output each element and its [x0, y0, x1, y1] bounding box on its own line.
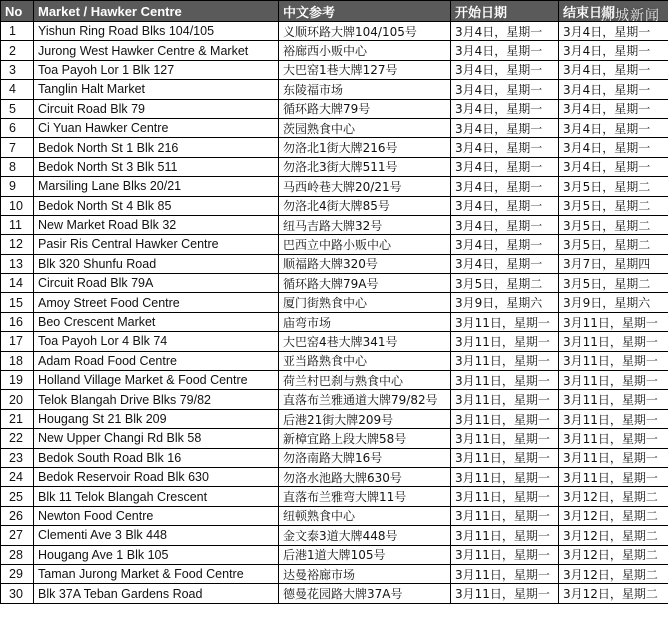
cell-market-name: Taman Jurong Market & Food Centre [34, 564, 279, 583]
cell-no: 13 [1, 254, 34, 273]
cell-chinese-name: 循环路大牌79A号 [279, 274, 451, 293]
cell-market-name: Marsiling Lane Blks 20/21 [34, 177, 279, 196]
table-row [1, 41, 668, 60]
cell-end-date: 3月5日，星期二 [559, 215, 668, 234]
header-no: No [1, 1, 34, 22]
cell-no: 22 [1, 429, 34, 448]
table-row [1, 487, 668, 506]
cell-no: 12 [1, 235, 34, 254]
cell-end-date: 3月7日，星期四 [559, 254, 668, 273]
table-row [1, 138, 668, 157]
cell-chinese-name: 后港1道大牌105号 [279, 545, 451, 564]
cell-chinese-name: 大巴窑1巷大牌127号 [279, 60, 451, 79]
cell-start-date: 3月11日，星期一 [451, 467, 559, 486]
cell-no: 10 [1, 196, 34, 215]
cell-start-date: 3月9日，星期六 [451, 293, 559, 312]
cell-no: 28 [1, 545, 34, 564]
cell-start-date: 3月4日，星期一 [451, 138, 559, 157]
cell-market-name: Clementi Ave 3 Blk 448 [34, 526, 279, 545]
cell-end-date: 3月12日，星期二 [559, 564, 668, 583]
cell-chinese-name: 后港21街大牌209号 [279, 409, 451, 428]
table-row [1, 118, 668, 137]
cell-no: 20 [1, 390, 34, 409]
cell-market-name: Bedok Reservoir Road Blk 630 [34, 467, 279, 486]
cell-end-date: 3月4日，星期一 [559, 22, 668, 41]
cell-no: 8 [1, 157, 34, 176]
table-row [1, 60, 668, 79]
table-row [1, 157, 668, 176]
cell-start-date: 3月4日，星期一 [451, 99, 559, 118]
table-row [1, 371, 668, 390]
cell-chinese-name: 巴西立中路小贩中心 [279, 235, 451, 254]
cell-end-date: 3月4日，星期一 [559, 138, 668, 157]
cell-no: 14 [1, 274, 34, 293]
table-row [1, 506, 668, 525]
cell-no: 15 [1, 293, 34, 312]
cell-start-date: 3月4日，星期一 [451, 22, 559, 41]
cell-chinese-name: 循环路大牌79号 [279, 99, 451, 118]
cell-chinese-name: 勿洛水池路大牌630号 [279, 467, 451, 486]
cell-no: 9 [1, 177, 34, 196]
cell-market-name: Telok Blangah Drive Blks 79/82 [34, 390, 279, 409]
header-end-date: 结束日期 [559, 1, 668, 22]
cell-market-name: Circuit Road Blk 79 [34, 99, 279, 118]
cell-start-date: 3月4日，星期一 [451, 254, 559, 273]
cell-chinese-name: 东陵福市场 [279, 80, 451, 99]
cell-end-date: 3月5日，星期二 [559, 235, 668, 254]
cell-no: 21 [1, 409, 34, 428]
cell-chinese-name: 直落布兰雅弯大牌11号 [279, 487, 451, 506]
cell-market-name: Beo Crescent Market [34, 312, 279, 331]
cell-market-name: Bedok North St 4 Blk 85 [34, 196, 279, 215]
cell-market-name: Ci Yuan Hawker Centre [34, 118, 279, 137]
table-row [1, 351, 668, 370]
header-market: Market / Hawker Centre [34, 1, 279, 22]
cell-start-date: 3月4日，星期一 [451, 177, 559, 196]
cell-market-name: Bedok South Road Blk 16 [34, 448, 279, 467]
cell-market-name: Adam Road Food Centre [34, 351, 279, 370]
table-row [1, 312, 668, 331]
table-row [1, 177, 668, 196]
table-row [1, 467, 668, 486]
cell-end-date: 3月5日，星期二 [559, 274, 668, 293]
cell-market-name: Yishun Ring Road Blks 104/105 [34, 22, 279, 41]
cell-end-date: 3月5日，星期二 [559, 177, 668, 196]
cell-market-name: Toa Payoh Lor 4 Blk 74 [34, 332, 279, 351]
cell-market-name: Blk 11 Telok Blangah Crescent [34, 487, 279, 506]
cell-market-name: Blk 37A Teban Gardens Road [34, 584, 279, 603]
cell-chinese-name: 勿洛北4街大牌85号 [279, 196, 451, 215]
cell-no: 29 [1, 564, 34, 583]
cell-no: 16 [1, 312, 34, 331]
cell-start-date: 3月11日，星期一 [451, 371, 559, 390]
cell-end-date: 3月12日，星期二 [559, 506, 668, 525]
cell-chinese-name: 纽顿熟食中心 [279, 506, 451, 525]
table-row [1, 22, 668, 41]
cell-no: 26 [1, 506, 34, 525]
cell-market-name: Hougang Ave 1 Blk 105 [34, 545, 279, 564]
cell-market-name: Circuit Road Blk 79A [34, 274, 279, 293]
cell-market-name: Hougang St 21 Blk 209 [34, 409, 279, 428]
cell-no: 7 [1, 138, 34, 157]
cell-end-date: 3月11日，星期一 [559, 351, 668, 370]
cell-market-name: Holland Village Market & Food Centre [34, 371, 279, 390]
watermark-text: 狮城新闻 [600, 8, 660, 24]
cell-chinese-name: 直落布兰雅通道大牌79/82号 [279, 390, 451, 409]
cell-end-date: 3月4日，星期一 [559, 99, 668, 118]
cell-market-name: Bedok North St 3 Blk 511 [34, 157, 279, 176]
cell-no: 1 [1, 22, 34, 41]
cell-no: 3 [1, 60, 34, 79]
cell-end-date: 3月11日，星期一 [559, 371, 668, 390]
cell-end-date: 3月11日，星期一 [559, 390, 668, 409]
cell-end-date: 3月4日，星期一 [559, 80, 668, 99]
cell-start-date: 3月11日，星期一 [451, 506, 559, 525]
cell-end-date: 3月5日，星期二 [559, 196, 668, 215]
cell-chinese-name: 大巴窑4巷大牌341号 [279, 332, 451, 351]
cell-start-date: 3月11日，星期一 [451, 312, 559, 331]
cell-no: 18 [1, 351, 34, 370]
cell-end-date: 3月12日，星期二 [559, 584, 668, 603]
header-chinese: 中文参考 [279, 1, 451, 22]
cell-chinese-name: 纽马吉路大牌32号 [279, 215, 451, 234]
cell-chinese-name: 庙弯市场 [279, 312, 451, 331]
cell-start-date: 3月11日，星期一 [451, 487, 559, 506]
cell-market-name: New Upper Changi Rd Blk 58 [34, 429, 279, 448]
table-row [1, 332, 668, 351]
table-row [1, 196, 668, 215]
cell-start-date: 3月4日，星期一 [451, 60, 559, 79]
cell-no: 4 [1, 80, 34, 99]
cell-no: 30 [1, 584, 34, 603]
cell-start-date: 3月4日，星期一 [451, 196, 559, 215]
cell-chinese-name: 顺福路大牌320号 [279, 254, 451, 273]
cell-chinese-name: 新樟宜路上段大牌58号 [279, 429, 451, 448]
cell-end-date: 3月4日，星期一 [559, 41, 668, 60]
cell-chinese-name: 义顺环路大牌104/105号 [279, 22, 451, 41]
table-row [1, 254, 668, 273]
table-row [1, 235, 668, 254]
cell-start-date: 3月11日，星期一 [451, 448, 559, 467]
cell-end-date: 3月4日，星期一 [559, 157, 668, 176]
cell-end-date: 3月4日，星期一 [559, 118, 668, 137]
cell-start-date: 3月11日，星期一 [451, 332, 559, 351]
cell-chinese-name: 勿洛南路大牌16号 [279, 448, 451, 467]
cell-start-date: 3月4日，星期一 [451, 157, 559, 176]
cell-chinese-name: 达曼裕廊市场 [279, 564, 451, 583]
cell-chinese-name: 勿洛北1街大牌216号 [279, 138, 451, 157]
cell-market-name: Amoy Street Food Centre [34, 293, 279, 312]
cell-no: 27 [1, 526, 34, 545]
cell-market-name: Pasir Ris Central Hawker Centre [34, 235, 279, 254]
cell-start-date: 3月11日，星期一 [451, 584, 559, 603]
table-row [1, 526, 668, 545]
cell-end-date: 3月11日，星期一 [559, 448, 668, 467]
cell-market-name: Blk 320 Shunfu Road [34, 254, 279, 273]
cell-market-name: Tanglin Halt Market [34, 80, 279, 99]
cell-start-date: 3月11日，星期一 [451, 526, 559, 545]
cell-no: 6 [1, 118, 34, 137]
cell-no: 23 [1, 448, 34, 467]
cell-end-date: 3月11日，星期一 [559, 332, 668, 351]
cell-chinese-name: 茨园熟食中心 [279, 118, 451, 137]
table-body [1, 22, 668, 604]
table-row [1, 429, 668, 448]
table-row [1, 564, 668, 583]
cell-end-date: 3月11日，星期一 [559, 467, 668, 486]
table-row [1, 584, 668, 603]
cell-market-name: Jurong West Hawker Centre & Market [34, 41, 279, 60]
header-row [1, 1, 668, 22]
cell-no: 24 [1, 467, 34, 486]
cell-end-date: 3月12日，星期二 [559, 526, 668, 545]
cell-chinese-name: 金文泰3道大牌448号 [279, 526, 451, 545]
cell-no: 19 [1, 371, 34, 390]
cell-chinese-name: 勿洛北3街大牌511号 [279, 157, 451, 176]
header-start-date: 开始日期 [451, 1, 559, 22]
cell-start-date: 3月4日，星期一 [451, 118, 559, 137]
cell-start-date: 3月11日，星期一 [451, 564, 559, 583]
table-row [1, 409, 668, 428]
cell-start-date: 3月11日，星期一 [451, 409, 559, 428]
cell-chinese-name: 亚当路熟食中心 [279, 351, 451, 370]
table-row [1, 390, 668, 409]
cell-chinese-name: 裕廊西小贩中心 [279, 41, 451, 60]
cell-no: 17 [1, 332, 34, 351]
cell-start-date: 3月4日，星期一 [451, 80, 559, 99]
cell-start-date: 3月5日，星期二 [451, 274, 559, 293]
cell-end-date: 3月12日，星期二 [559, 487, 668, 506]
table-row [1, 215, 668, 234]
cell-end-date: 3月9日，星期六 [559, 293, 668, 312]
table-row [1, 448, 668, 467]
cell-start-date: 3月11日，星期一 [451, 429, 559, 448]
cell-market-name: Toa Payoh Lor 1 Blk 127 [34, 60, 279, 79]
cell-no: 2 [1, 41, 34, 60]
cell-start-date: 3月11日，星期一 [451, 545, 559, 564]
cell-end-date: 3月4日，星期一 [559, 60, 668, 79]
cell-market-name: Newton Food Centre [34, 506, 279, 525]
table-row [1, 80, 668, 99]
cell-no: 5 [1, 99, 34, 118]
cell-start-date: 3月4日，星期一 [451, 215, 559, 234]
cell-chinese-name: 马西岭巷大牌20/21号 [279, 177, 451, 196]
cell-market-name: Bedok North St 1 Blk 216 [34, 138, 279, 157]
cell-start-date: 3月11日，星期一 [451, 351, 559, 370]
table-row [1, 545, 668, 564]
table-row [1, 293, 668, 312]
cell-chinese-name: 荷兰村巴刹与熟食中心 [279, 371, 451, 390]
cell-start-date: 3月4日，星期一 [451, 41, 559, 60]
cell-chinese-name: 厦门街熟食中心 [279, 293, 451, 312]
cell-no: 11 [1, 215, 34, 234]
cell-chinese-name: 德曼花园路大牌37A号 [279, 584, 451, 603]
cell-no: 25 [1, 487, 34, 506]
cell-market-name: New Market Road Blk 32 [34, 215, 279, 234]
cell-end-date: 3月12日，星期二 [559, 545, 668, 564]
cell-start-date: 3月4日，星期一 [451, 235, 559, 254]
cell-end-date: 3月11日，星期一 [559, 409, 668, 428]
table-row [1, 99, 668, 118]
cell-start-date: 3月11日，星期一 [451, 390, 559, 409]
cell-end-date: 3月11日，星期一 [559, 429, 668, 448]
table-row [1, 274, 668, 293]
cell-end-date: 3月11日，星期一 [559, 312, 668, 331]
